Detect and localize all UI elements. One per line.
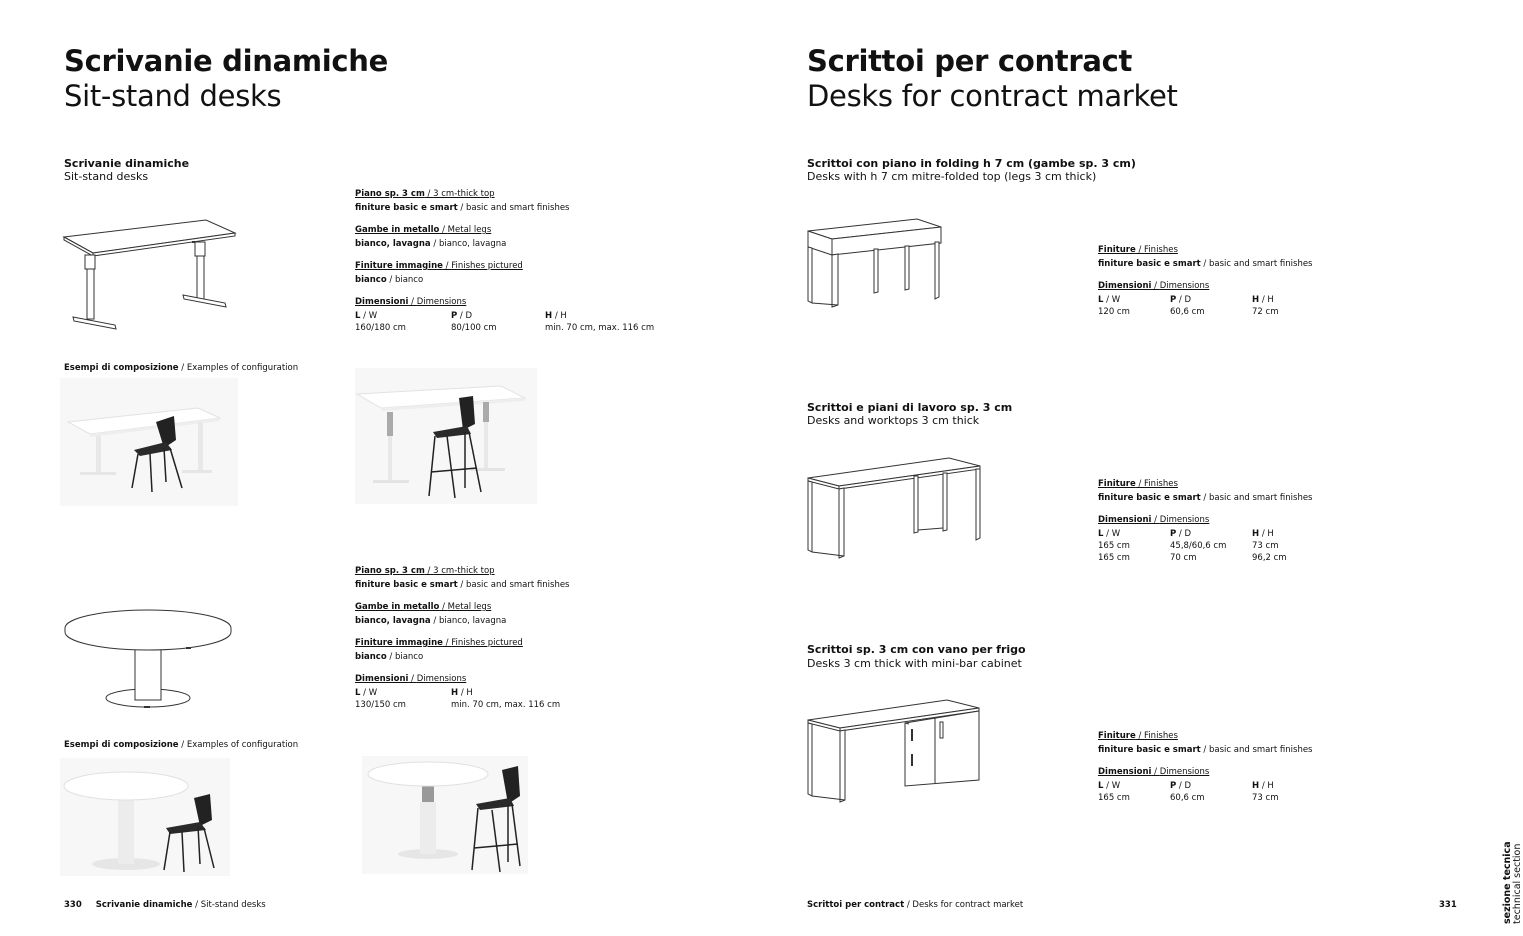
dimensions-table [1098,780,1498,804]
examples-caption-2: Esempi di composizione / Examples of configuration [64,740,299,750]
product-3-title: Scrittoi sp. 3 cm con vano per frigo [807,643,1026,656]
desk-minibar-cabinet-drawing [805,696,985,806]
finishes-value: finiture basic e smart [355,202,458,213]
left-page-subtitle: Sit-stand desks [64,79,282,113]
dimensions-table [1098,528,1498,564]
page-number: 331 [1439,900,1457,910]
example-photo-round-table-stool [362,756,528,874]
spec-block-round-table: Piano sp. 3 cm / 3 cm-thick top finiture basic e smart / basic and smart finishes Gambe in metallo / Metal legs bianco, lavagna / bianco, lavagna Finiture immagine / Finishes pictured bianco / bianco Dimensioni / Dimensions L / W 130/150 cm H / H min. 70 cm, max. 116 cm [355,565,755,711]
dimension-width: L / W 120 cm [1098,294,1130,317]
dimensions-table [355,310,755,334]
example-photo-round-table-chair [60,758,230,876]
desk-folding-top-drawing [805,215,945,310]
product-2-subtitle: Desks and worktops 3 cm thick [807,414,980,427]
finishes-label: Finiture [1098,479,1136,489]
finishes-label: Finiture [1098,245,1136,255]
left-section-subtitle: Sit-stand desks [64,170,149,183]
dimensions-label: Dimensioni [355,674,409,684]
page-number: 330 [64,900,82,910]
top-label: Piano sp. 3 cm [355,566,425,576]
product-3-subtitle: Desks 3 cm thick with mini-bar cabinet [807,657,1022,670]
dimension-height: H / H min. 70 cm, max. 116 cm [451,687,561,710]
finishes-value: finiture basic e smart [1098,744,1201,755]
sit-stand-desk-rect-drawing [60,215,240,335]
product-1-spec: Finiture / Finishes finiture basic e smart / basic and smart finishes Dimensioni / Dimensions L / W 120 cm P / D 60,6 cm H / H 72 cm [1098,244,1498,318]
left-page-title: Scrivanie dinamiche [64,44,389,78]
finishes-pictured-label: Finiture immagine [355,261,443,271]
side-tab-technical-section: sezione tecnica technical section [1502,841,1523,924]
product-1-title: Scrittoi con piano in folding h 7 cm (gambe sp. 3 cm) [807,157,1136,170]
dimension-width: L / W 165 cm 165 cm [1098,528,1130,563]
legs-value: bianco, lavagna [355,238,431,249]
example-photo-desk-chair [60,378,238,506]
finishes-pictured-label: Finiture immagine [355,638,443,648]
finishes-pictured-value: bianco [355,651,387,662]
desk-worktop-drawing [805,452,985,562]
dimensions-label: Dimensioni [1098,515,1152,525]
dimension-depth: P / D 80/100 cm [451,310,497,333]
examples-caption-1: Esempi di composizione / Examples of configuration [64,363,299,373]
product-3-spec: Finiture / Finishes finiture basic e smart / basic and smart finishes Dimensioni / Dimensions L / W 165 cm P / D 60,6 cm H / H 73 cm [1098,730,1498,804]
dimension-depth: P / D 45,8/60,6 cm 70 cm [1170,528,1227,563]
right-page-subtitle: Desks for contract market [807,79,1178,113]
dimension-height: H / H 73 cm 96,2 cm [1252,528,1287,563]
dimensions-table [1098,294,1498,318]
spec-block-rect-desk: Piano sp. 3 cm / 3 cm-thick top finiture basic e smart / basic and smart finishes Gambe in metallo / Metal legs bianco, lavagna / bianco, lavagna Finiture immagine / Finishes pictured bianco / bianco Dimensioni / Dimensions L / W 160/180 cm P / D 80/100 cm H / H min. 70 cm, max. 116 cm [355,188,755,334]
legs-value: bianco, lavagna [355,615,431,626]
sit-stand-table-round-drawing [60,598,240,713]
legs-label: Gambe in metallo [355,225,440,235]
product-2-title: Scrittoi e piani di lavoro sp. 3 cm [807,401,1013,414]
product-2-spec: Finiture / Finishes finiture basic e smart / basic and smart finishes Dimensioni / Dimensions L / W 165 cm 165 cm P / D 45,8/60,6 cm 70 cm H / H 73 cm 96,2 cm [1098,478,1498,564]
dimension-width: L / W 130/150 cm [355,687,406,710]
top-label: Piano sp. 3 cm [355,189,425,199]
top-label-en: 3 cm-thick top [433,189,495,199]
right-page-title: Scrittoi per contract [807,44,1133,78]
finishes-label: Finiture [1098,731,1136,741]
dimension-width: L / W 165 cm [1098,780,1130,803]
finishes-value: finiture basic e smart [355,579,458,590]
dimensions-label: Dimensioni [355,297,409,307]
dimension-height: H / H min. 70 cm, max. 116 cm [545,310,655,333]
dimension-height: H / H 72 cm [1252,294,1279,317]
dimensions-label: Dimensioni [1098,767,1152,777]
left-section-title: Scrivanie dinamiche [64,157,190,170]
dimension-depth: P / D 60,6 cm [1170,294,1205,317]
dimensions-label: Dimensioni [1098,281,1152,291]
dimension-depth: P / D 60,6 cm [1170,780,1205,803]
finishes-pictured-value: bianco [355,274,387,285]
right-footer: Scrittoi per contract / Desks for contract market [807,900,1024,910]
dimensions-table [355,687,755,711]
legs-label: Gambe in metallo [355,602,440,612]
left-footer: 330 Scrivanie dinamiche / Sit-stand desks [64,900,266,910]
finishes-value: finiture basic e smart [1098,492,1201,503]
product-1-subtitle: Desks with h 7 cm mitre-folded top (legs 3 cm thick) [807,170,1097,183]
dimension-height: H / H 73 cm [1252,780,1279,803]
dimension-width: L / W 160/180 cm [355,310,406,333]
finishes-value: finiture basic e smart [1098,258,1201,269]
example-photo-desk-stool [355,368,537,504]
